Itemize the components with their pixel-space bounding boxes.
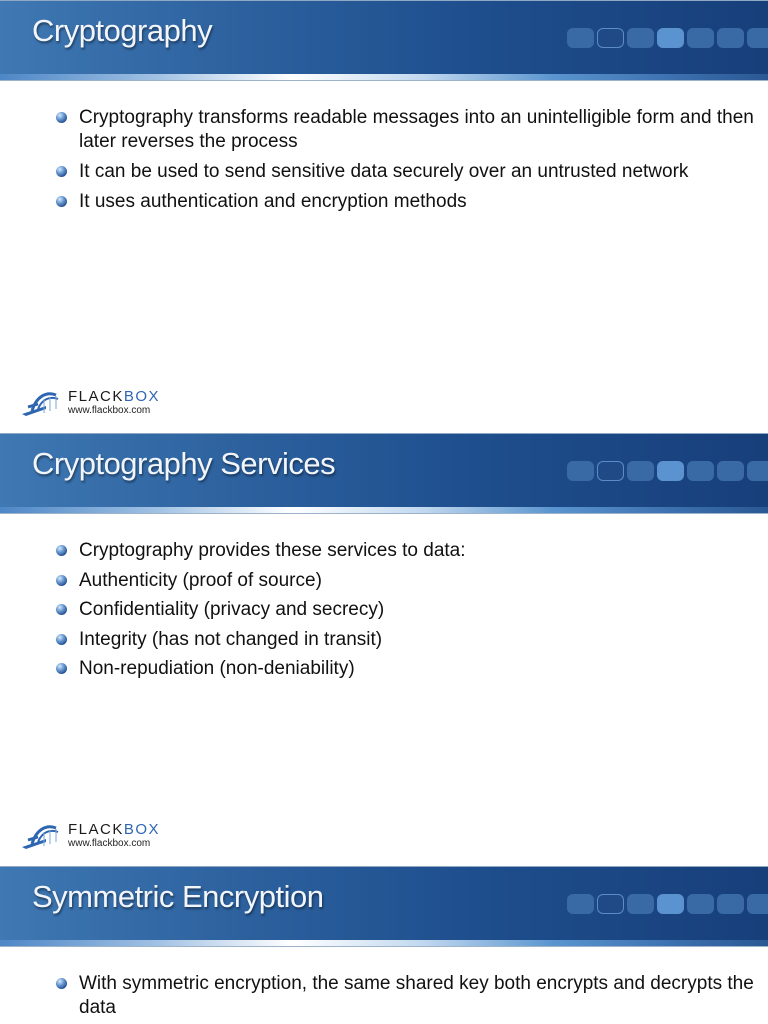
nav-tile-icon [717, 894, 744, 914]
bullet-sphere-icon [56, 166, 67, 177]
nav-tile-icon [627, 894, 654, 914]
bullet-text: Cryptography transforms readable messages into an unintelligible form and then later reverses the process [79, 107, 754, 152]
bullet-text: Cryptography provides these services to data: [79, 540, 466, 561]
logo-url: www.flackbox.com [68, 838, 151, 849]
bullet-list [56, 106, 756, 220]
nav-tile-icon [717, 461, 744, 481]
bullet-text: Confidentiality (privacy and secrecy) [79, 599, 385, 620]
bullet-list [56, 539, 756, 687]
slide-cryptography-services [0, 433, 768, 866]
bullet-sphere-icon [56, 604, 67, 615]
logo-wordmark: FLACKBOX [68, 388, 161, 405]
bullet-sphere-icon [56, 663, 67, 674]
nav-tile-icon [567, 28, 594, 48]
nav-tile-icon [747, 461, 768, 481]
nav-tile-active-icon [657, 461, 684, 481]
bullet-text: It uses authentication and encryption methods [79, 191, 467, 212]
bullet-sphere-icon [56, 112, 67, 123]
nav-tile-icon [687, 28, 714, 48]
bullet-list [56, 972, 756, 1024]
slide-symmetric-encryption [0, 866, 768, 1024]
nav-tile-icon [567, 461, 594, 481]
bullet-text: It can be used to send sensitive data securely over an untrusted network [79, 161, 689, 182]
decorative-nav-tiles [567, 28, 768, 48]
nav-tile-outlined-icon [597, 461, 624, 481]
nav-tile-icon [567, 894, 594, 914]
bullet-sphere-icon [56, 634, 67, 645]
bullet-sphere-icon [56, 196, 67, 207]
nav-tile-outlined-icon [597, 28, 624, 48]
nav-tile-active-icon [657, 894, 684, 914]
flackbox-logo [20, 385, 170, 421]
nav-tile-icon [747, 28, 768, 48]
list-item [56, 657, 756, 681]
decorative-nav-tiles [567, 461, 768, 481]
list-item [56, 598, 756, 622]
header-glow-strip [0, 940, 768, 947]
flackbox-logo [20, 818, 170, 854]
list-item [56, 972, 756, 1020]
nav-tile-icon [717, 28, 744, 48]
nav-tile-outlined-icon [597, 894, 624, 914]
slide-header [0, 433, 768, 507]
list-item [56, 569, 756, 593]
list-item [56, 628, 756, 652]
bullet-sphere-icon [56, 575, 67, 586]
bridge-logo-icon [20, 387, 66, 417]
list-item [56, 106, 756, 154]
slide-header [0, 866, 768, 940]
logo-url: www.flackbox.com [68, 405, 151, 416]
bullet-text: Non-repudiation (non-deniability) [79, 658, 355, 679]
list-item [56, 539, 756, 563]
logo-wordmark: FLACKBOX [68, 821, 161, 838]
header-glow-strip [0, 74, 768, 81]
bullet-sphere-icon [56, 545, 67, 556]
slide-cryptography [0, 0, 768, 433]
bullet-text: Integrity (has not changed in transit) [79, 628, 383, 650]
slide-title: Cryptography [32, 13, 213, 48]
bullet-text: With symmetric encryption, the same shared key both encrypts and decrypts the data [79, 973, 754, 1018]
slide-title: Symmetric Encryption [32, 879, 324, 914]
nav-tile-icon [627, 28, 654, 48]
nav-tile-icon [627, 461, 654, 481]
bridge-logo-icon [20, 820, 66, 850]
nav-tile-icon [687, 894, 714, 914]
nav-tile-icon [687, 461, 714, 481]
bullet-text: Authenticity (proof of source) [79, 569, 322, 591]
list-item [56, 160, 756, 184]
slide-title: Cryptography Services [32, 446, 336, 481]
header-glow-strip [0, 507, 768, 514]
bullet-sphere-icon [56, 978, 67, 989]
list-item [56, 190, 756, 214]
nav-tile-icon [747, 894, 768, 914]
nav-tile-active-icon [657, 28, 684, 48]
decorative-nav-tiles [567, 894, 768, 914]
slide-header [0, 0, 768, 74]
